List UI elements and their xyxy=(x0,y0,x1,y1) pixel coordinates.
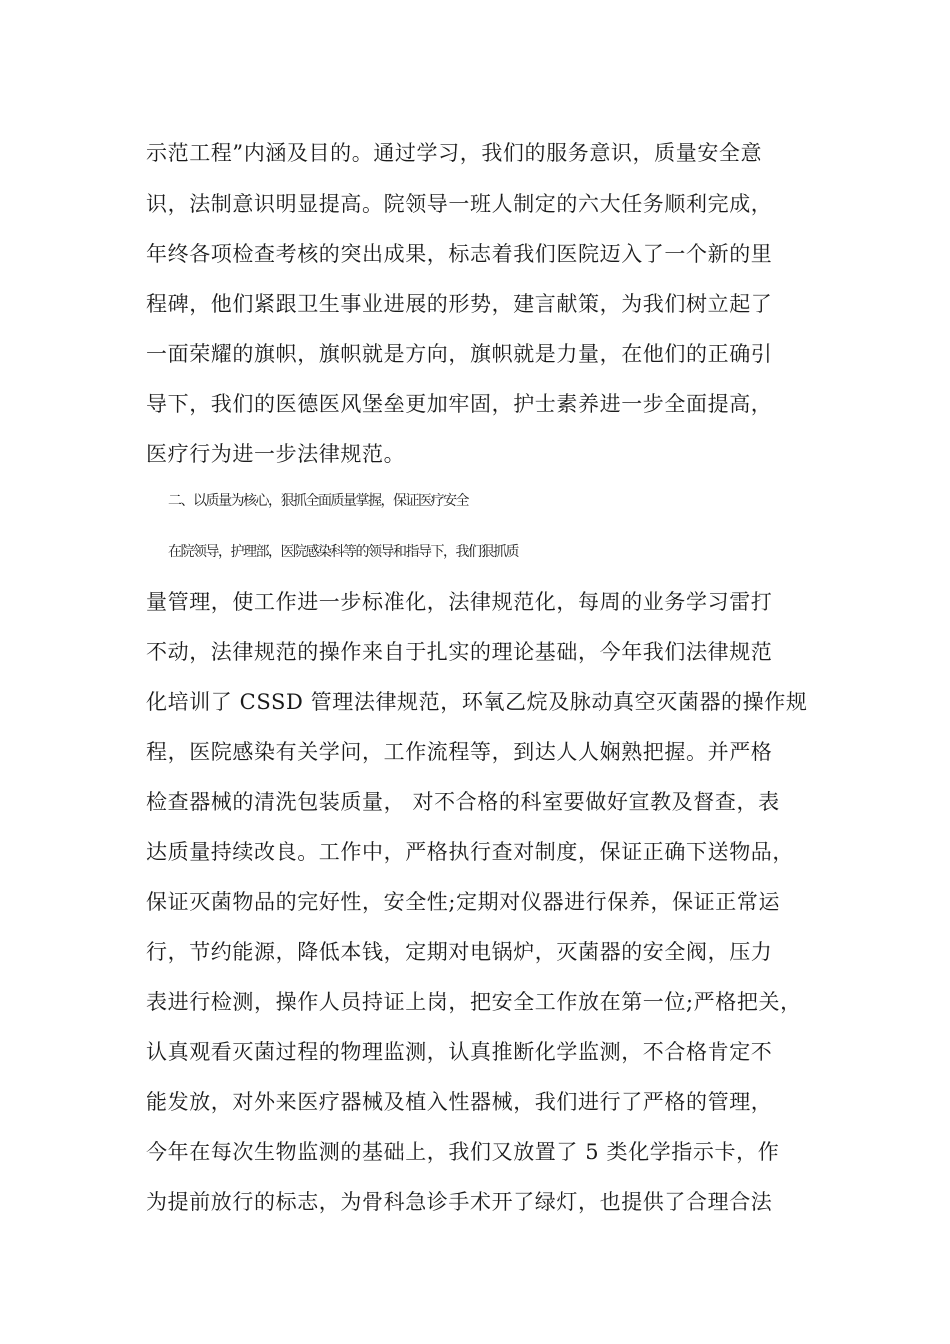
paragraph-line: 在院领导，护理部，医院感染科等的领导和指导下，我们狠抓质 xyxy=(168,544,518,560)
paragraph-line: 程碑，他们紧跟卫生事业进展的形势，建言献策，为我们树立起了 xyxy=(146,292,773,316)
paragraph-line: 今年在每次生物监测的基础上，我们又放置了 5 类化学指示卡，作 xyxy=(146,1140,780,1164)
paragraph-line: 年终各项检查考核的突出成果，标志着我们医院迈入了一个新的里 xyxy=(146,242,773,266)
paragraph-line: 表进行检测，操作人员持证上岗，把安全工作放在第一位;严格把关， xyxy=(146,990,802,1014)
paragraph-line: 达质量持续改良。工作中，严格执行查对制度，保证正确下送物品， xyxy=(146,840,794,864)
paragraph-line: 程，医院感染有关学问，工作流程等，到达人人娴熟把握。并严格 xyxy=(146,740,773,764)
paragraph-line: 化培训了 CSSD 管理法律规范，环氧乙烷及脉动真空灭菌器的操作规 xyxy=(146,690,808,714)
paragraph-line: 导下，我们的医德医风堡垒更加牢固，护士素养进一步全面提高， xyxy=(146,392,773,416)
paragraph-line: 量管理，使工作进一步标准化，法律规范化，每周的业务学习雷打 xyxy=(146,590,773,614)
paragraph-line: 示范工程”内涵及目的。通过学习，我们的服务意识，质量安全意 xyxy=(146,141,763,165)
paragraph-line: 识，法制意识明显提高。院领导一班人制定的六大任务顺利完成， xyxy=(146,192,773,216)
paragraph-line: 为提前放行的标志，为骨科急诊手术开了绿灯，也提供了合理合法 xyxy=(146,1190,773,1214)
paragraph-line: 检查器械的清洗包装质量， 对不合格的科室要做好宣教及督查，表 xyxy=(146,790,780,814)
paragraph-line: 一面荣耀的旗帜，旗帜就是方向，旗帜就是力量，在他们的正确引 xyxy=(146,342,773,366)
paragraph-line: 不动，法律规范的操作来自于扎实的理论基础，今年我们法律规范 xyxy=(146,640,773,664)
paragraph-line: 保证灭菌物品的完好性，安全性;定期对仪器进行保养，保证正常运 xyxy=(146,890,781,914)
section-heading: 二、以质量为核心，狠抓全面质量掌握，保证医疗安全 xyxy=(168,493,468,509)
paragraph-line: 能发放，对外来医疗器械及植入性器械，我们进行了严格的管理， xyxy=(146,1090,773,1114)
paragraph-line: 认真观看灭菌过程的物理监测，认真推断化学监测，不合格肯定不 xyxy=(146,1040,773,1064)
paragraph-line: 医疗行为进一步法律规范。 xyxy=(146,442,406,466)
paragraph-line: 行，节约能源，降低本钱，定期对电锅炉，灭菌器的安全阀，压力 xyxy=(146,940,773,964)
